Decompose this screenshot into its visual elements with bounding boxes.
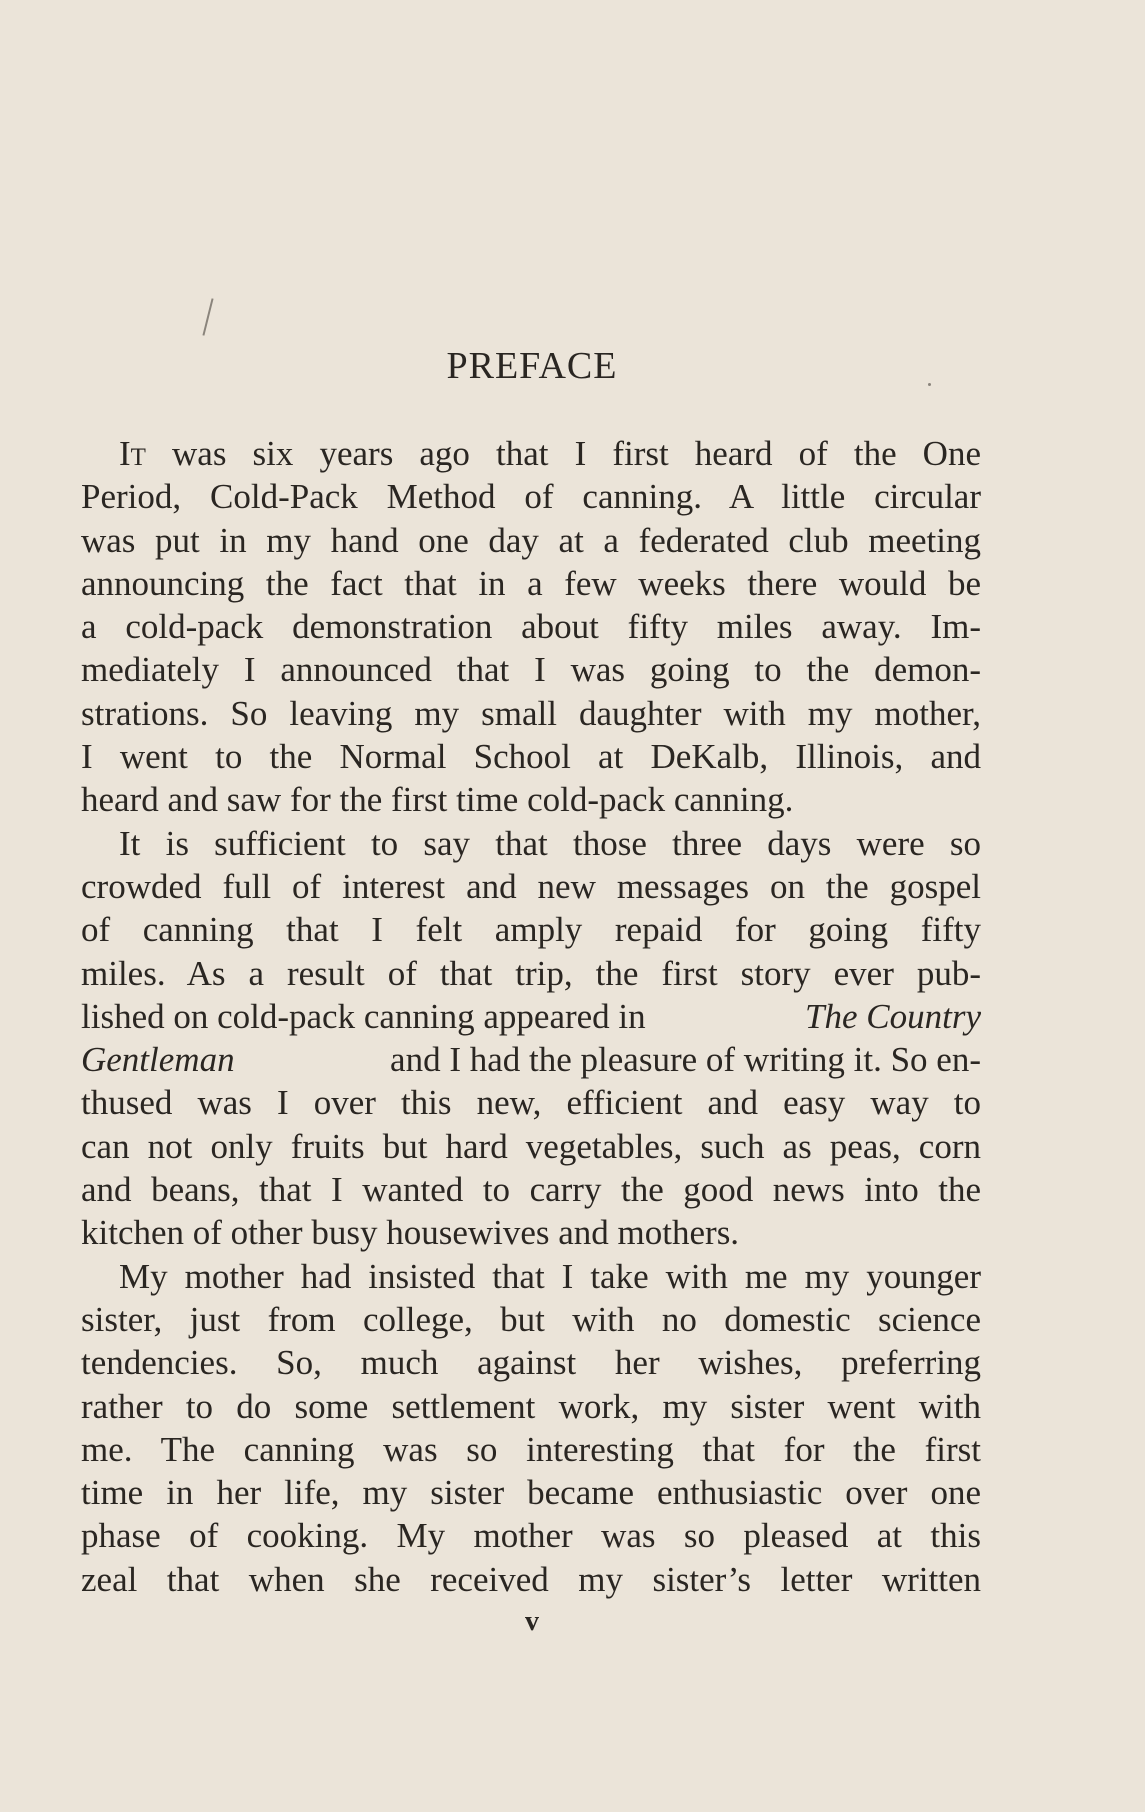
text-line: of canning that I felt amply repaid for going fifty: [81, 910, 981, 950]
text-line: [81, 995, 981, 1038]
text-line-part: and I had the pleasure of writing it. So en-: [390, 1040, 981, 1080]
text-line-part: lished on cold-pack canning appeared in: [81, 996, 646, 1036]
text-line: Period, Cold-Pack Method of canning. A little circular: [81, 477, 981, 517]
text-line: miles. As a result of that trip, the first story ever pub-: [81, 953, 981, 993]
page-number: v: [525, 1606, 539, 1637]
text-line: can not only fruits but hard vegetables, such as peas, corn: [81, 1126, 981, 1166]
italic-title: The Country: [805, 996, 981, 1036]
text-line: I went to the Normal School at DeKalb, Illinois, and: [81, 737, 981, 777]
text-line: It is sufficient to say that those three days were so: [119, 823, 981, 863]
text-line-rest: was six years ago that I first heard of the One: [145, 434, 981, 473]
preface-body: [81, 432, 981, 1601]
drop-word: It: [119, 434, 146, 473]
text-line: My mother had insisted that I take with me my younger: [119, 1256, 981, 1296]
text-line: was put in my hand one day at a federated club meeting: [81, 520, 981, 560]
text-line: a cold-pack demonstration about fifty miles away. Im-: [81, 607, 981, 647]
text-line: thused was I over this new, efficient and easy way to: [81, 1083, 981, 1123]
text-line: kitchen of other busy housewives and mothers.: [81, 1213, 740, 1253]
text-line: sister, just from college, but with no domestic science: [81, 1299, 981, 1339]
text-line: mediately I announced that I was going to the demon-: [81, 650, 981, 690]
text-line: crowded full of interest and new messages on the gospel: [81, 866, 981, 906]
text-line: and beans, that I wanted to carry the good news into the: [81, 1170, 981, 1210]
scan-mark: [202, 298, 213, 335]
text-line: zeal that when she received my sister’s letter written: [81, 1559, 981, 1599]
text-line: phase of cooking. My mother was so pleased at this: [81, 1516, 981, 1556]
text-line: rather to do some settlement work, my sister went with: [81, 1386, 981, 1426]
text-line: [81, 1038, 981, 1081]
text-line: strations. So leaving my small daughter with my mother,: [81, 693, 981, 733]
text-line: announcing the fact that in a few weeks there would be: [81, 563, 981, 603]
page-title: PREFACE: [446, 345, 618, 387]
text-line: tendencies. So, much against her wishes, preferring: [81, 1343, 981, 1383]
text-line: [81, 432, 981, 475]
italic-title: Gentleman: [81, 1040, 235, 1080]
text-line: me. The canning was so interesting that for the first: [81, 1429, 981, 1469]
text-line: heard and saw for the first time cold-pack canning.: [81, 780, 794, 820]
text-line: time in her life, my sister became enthusiastic over one: [81, 1473, 981, 1513]
